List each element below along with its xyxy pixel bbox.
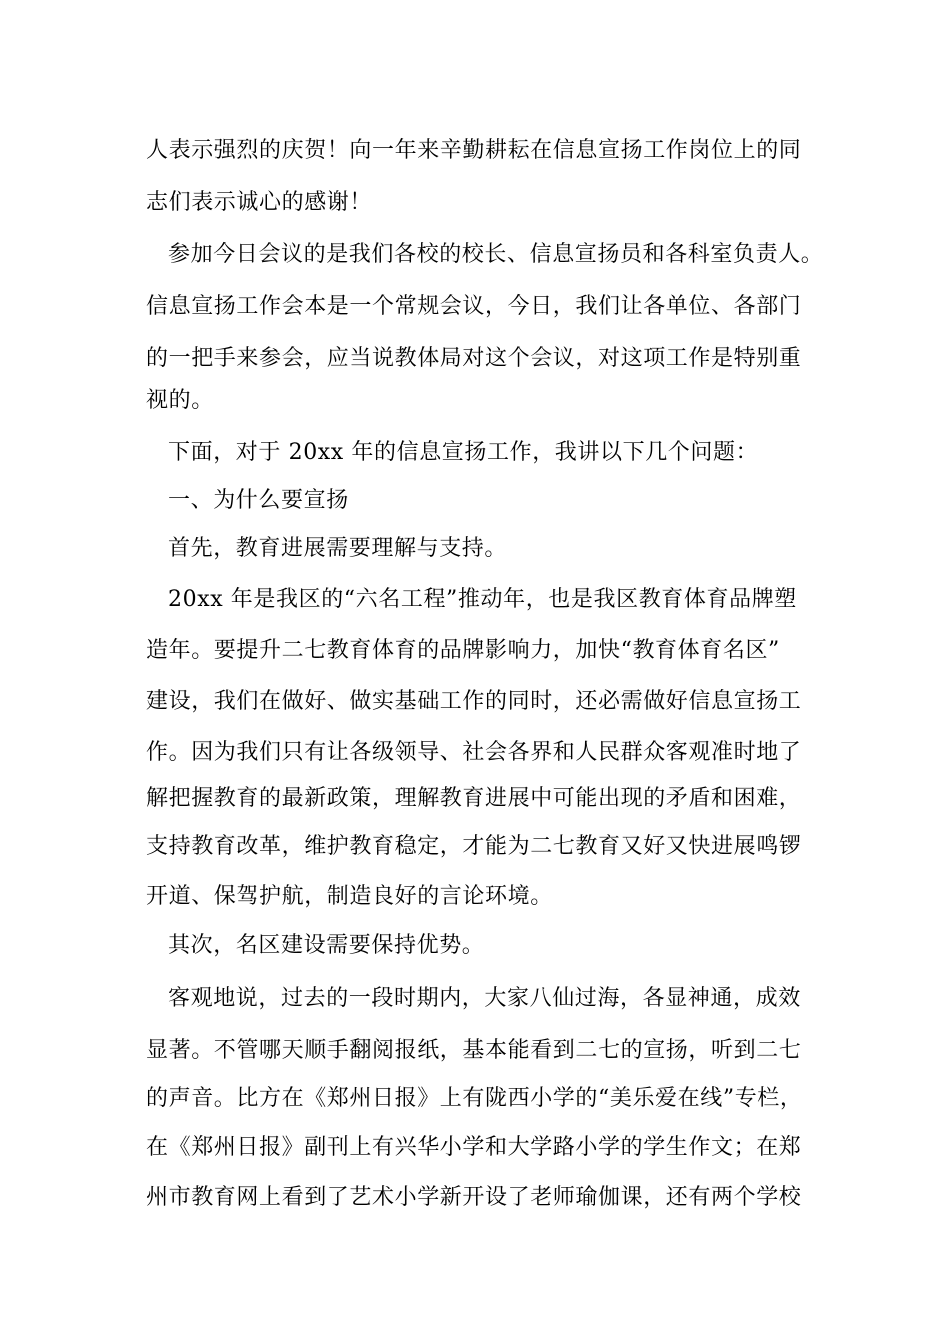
text-line: 开道、保驾护航，制造良好的言论环境。 bbox=[146, 884, 553, 909]
text-line: 支持教育改革，维护教育稳定，才能为二七教育又好又快进展鸣锣 bbox=[146, 834, 802, 859]
text-line: 人表示强烈的庆贺！向一年来辛勤耕耘在信息宣扬工作岗位上的同 bbox=[146, 138, 802, 163]
text-line: 作。因为我们只有让各级领导、社会各界和人民群众客观准时地了 bbox=[146, 740, 802, 765]
text-line: 视的。 bbox=[146, 388, 214, 413]
text-line: 解把握教育的最新政策，理解教育进展中可能出现的矛盾和困难， bbox=[146, 786, 802, 811]
paragraph-start: 参加今日会议的是我们各校的校长、信息宣扬员和各科室负责人。 bbox=[168, 242, 824, 267]
paragraph-start: 20xx 年是我区的“六名工程”推动年，也是我区教育体育品牌塑 bbox=[168, 587, 797, 612]
text-line: 信息宣扬工作会本是一个常规会议，今日，我们让各单位、各部门 bbox=[146, 294, 802, 319]
text-line: 州市教育网上看到了艺术小学新开设了老师瑜伽课，还有两个学校 bbox=[146, 1185, 802, 1210]
text-line: 在《郑州日报》副刊上有兴华小学和大学路小学的学生作文；在郑 bbox=[146, 1135, 802, 1160]
paragraph-start: 其次，名区建设需要保持优势。 bbox=[168, 933, 485, 958]
paragraph-start: 首先，教育进展需要理解与支持。 bbox=[168, 536, 508, 561]
text-line: 建设，我们在做好、做实基础工作的同时，还必需做好信息宣扬工 bbox=[146, 689, 802, 714]
text-line: 显著。不管哪天顺手翻阅报纸，基本能看到二七的宣扬，听到二七 bbox=[146, 1038, 802, 1063]
section-heading: 一、为什么要宣扬 bbox=[168, 488, 349, 513]
text-line: 造年。要提升二七教育体育的品牌影响力，加快“教育体育名区” bbox=[146, 638, 780, 663]
text-line: 志们表示诚心的感谢！ bbox=[146, 190, 373, 215]
text-line: 的声音。比方在《郑州日报》上有陇西小学的“美乐爱在线”专栏， bbox=[146, 1086, 803, 1111]
paragraph-start: 客观地说，过去的一段时期内，大家八仙过海，各显神通，成效 bbox=[168, 986, 801, 1011]
paragraph-start: 下面，对于 20xx 年的信息宣扬工作，我讲以下几个问题： bbox=[168, 440, 759, 465]
text-line: 的一把手来参会，应当说教体局对这个会议，对这项工作是特别重 bbox=[146, 346, 802, 371]
